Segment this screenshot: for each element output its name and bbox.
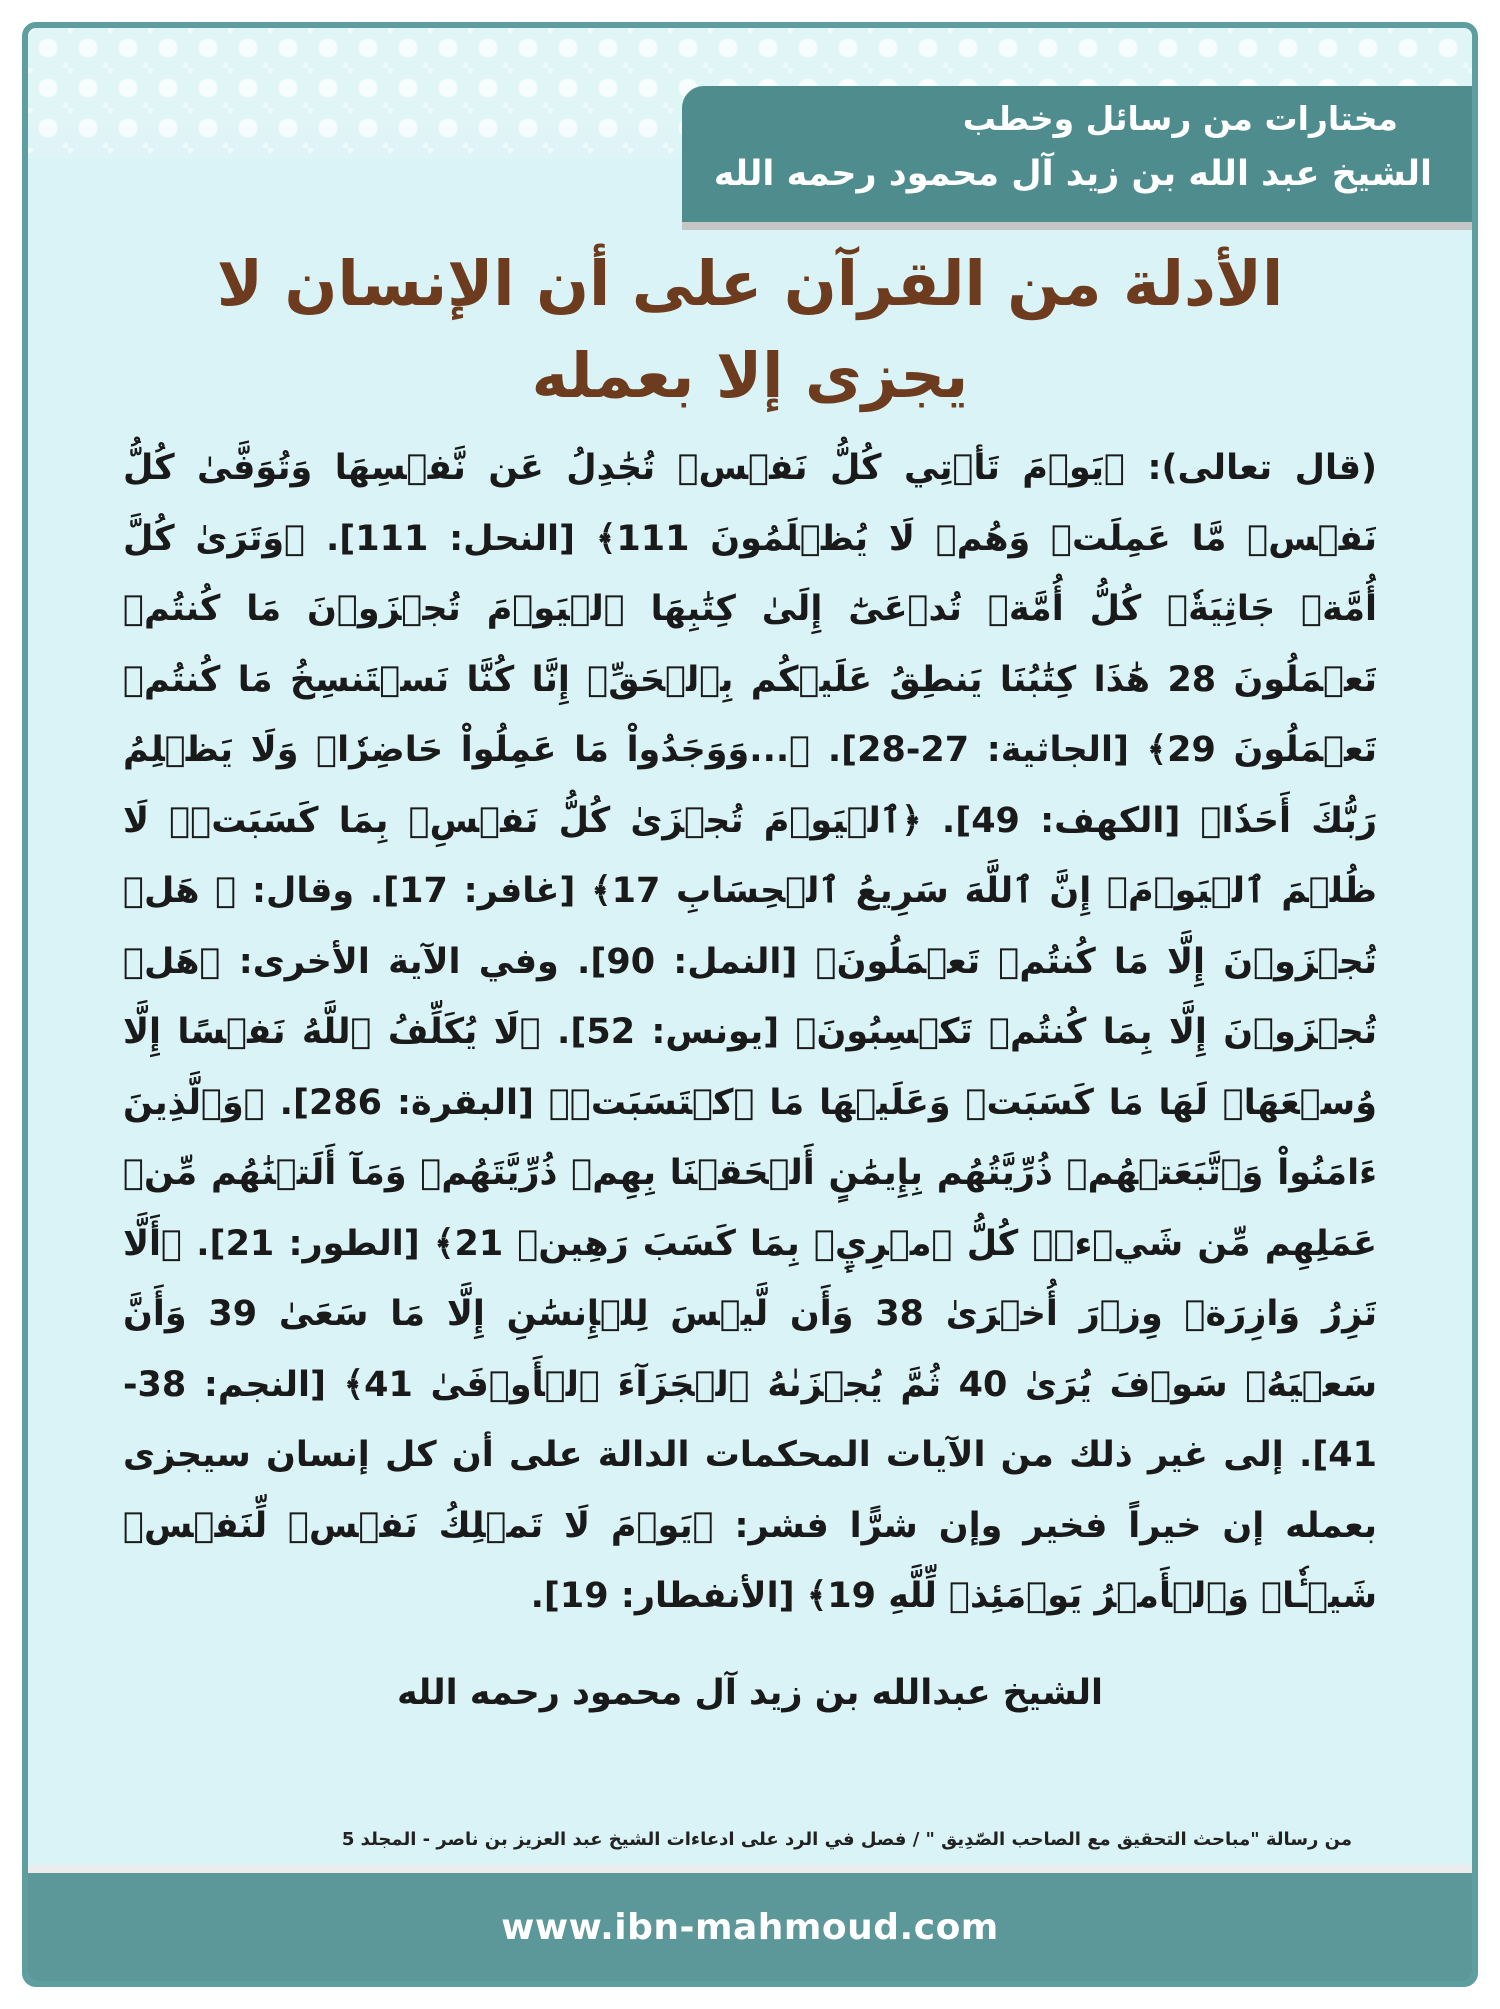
article-body: (قال تعالى): ﴿يَوۡمَ تَأۡتِي كُلُّ نَفۡسٖ تُجَٰدِلُ عَن نَّفۡسِهَا وَتُوَفَّىٰ كُلُّ نَفۡسٖ مَّا عَمِلَتۡ وَهُمۡ لَا يُظۡلَمُونَ 111﴾ [النحل: 111]. ﴿وَتَرَىٰ كُلَّ أُمَّةٖ جَاثِيَةٗۚ كُلُّ أُمَّةٖ تُدۡعَىٰٓ إِلَىٰ كِتَٰبِهَا ٱلۡيَوۡمَ تُجۡزَوۡنَ مَا كُنتُمۡ تَعۡمَلُونَ 28 هَٰذَا كِتَٰبُنَا يَنطِقُ عَلَيۡكُم بِٱلۡحَقِّۚ إِنَّا كُنَّا نَسۡتَنسِخُ مَا كُنتُمۡ تَعۡمَلُونَ 29﴾ [الجاثية: 27-28]. ﴿...وَوَجَدُواْ مَا عَمِلُواْ حَاضِرٗاۗ وَلَا يَظۡلِمُ رَبُّكَ أَحَدٗا﴾ [الكهف: 49]. ﴿ٱلۡيَوۡمَ تُجۡزَىٰ كُلُّ نَفۡسِۭ بِمَا كَسَبَتۡۚ لَا ظُلۡمَ ٱلۡيَوۡمَۚ إِنَّ ٱللَّهَ سَرِيعُ ٱلۡحِسَابِ 17﴾ [غافر: 17]. وقال: ﴿ هَلۡ تُجۡزَوۡنَ إِلَّا مَا كُنتُمۡ تَعۡمَلُونَ﴾ [النمل: 90]. وفي الآية الأخرى: ﴿هَلۡ تُجۡزَوۡنَ إِلَّا بِمَا كُنتُمۡ تَكۡسِبُونَ﴾ [يونس: 52]. ﴿لَا يُكَلِّفُ ٱللَّهُ نَفۡسًا إِلَّا وُسۡعَهَاۚ لَهَا مَا كَسَبَتۡ وَعَلَيۡهَا مَا ٱكۡتَسَبَتۡ﴾ [البقرة: 286]. ﴿وَٱلَّذِينَ ءَامَنُواْ وَٱتَّبَعَتۡهُمۡ ذُرِّيَّتُهُم بِإِيمَٰنٍ أَلۡحَقۡنَا بِهِمۡ ذُرِّيَّتَهُمۡ وَمَآ أَلَتۡنَٰهُم مِّنۡ عَمَلِهِم مِّن شَيۡءٖۚ كُلُّ ٱمۡرِيِٕۭ بِمَا كَسَبَ رَهِينٞ 21﴾ [الطور: 21]. ﴿أَلَّا تَزِرُ وَازِرَةٞ وِزۡرَ أُخۡرَىٰ 38 وَأَن لَّيۡسَ لِلۡإِنسَٰنِ إِلَّا مَا سَعَىٰ 39 وَأَنَّ سَعۡيَهُۥ سَوۡفَ يُرَىٰ 40 ثُمَّ يُجۡزَىٰهُ ٱلۡجَزَآءَ ٱلۡأَوۡفَىٰ 41﴾ [النجم: 38-41]. إلى غير ذلك من الآيات المحكمات الدالة على أن كل إنسان سيجزى بعمله إن خيراً فخير وإن شرًّا فشر: ﴿يَوۡمَ لَا تَمۡلِكُ نَفۡسٞ لِّنَفۡسٖ شَيۡـٔٗاۖ وَٱلۡأَمۡرُ يَوۡمَئِذٖ لِّلَّهِ 19﴾ [الأنفطار: 19]. — [123, 448, 1378, 1616]
source-citation: من رسالة "مباحث التحقيق مع الصاحب الصّدِيق " / فصل في الرد على ادعاءات الشيخ عبد العزيز بن ناصر - المجلد 5 — [341, 1829, 1352, 1850]
page-frame — [22, 22, 1478, 1987]
series-author: الشيخ عبد الله بن زيد آل محمود رحمه الله — [713, 154, 1432, 194]
series-title: مختارات من رسائل وخطب — [962, 99, 1398, 138]
header-banner — [682, 86, 1472, 222]
footer-bar — [28, 1865, 1472, 1981]
website-link[interactable]: www.ibn-mahmoud.com — [501, 1906, 999, 1948]
article-title: الأدلة من القرآن على أن الإنسان لا يجزى إلا بعمله — [216, 247, 1284, 412]
author-signature: الشيخ عبدالله بن زيد آل محمود رحمه الله — [396, 1673, 1104, 1713]
